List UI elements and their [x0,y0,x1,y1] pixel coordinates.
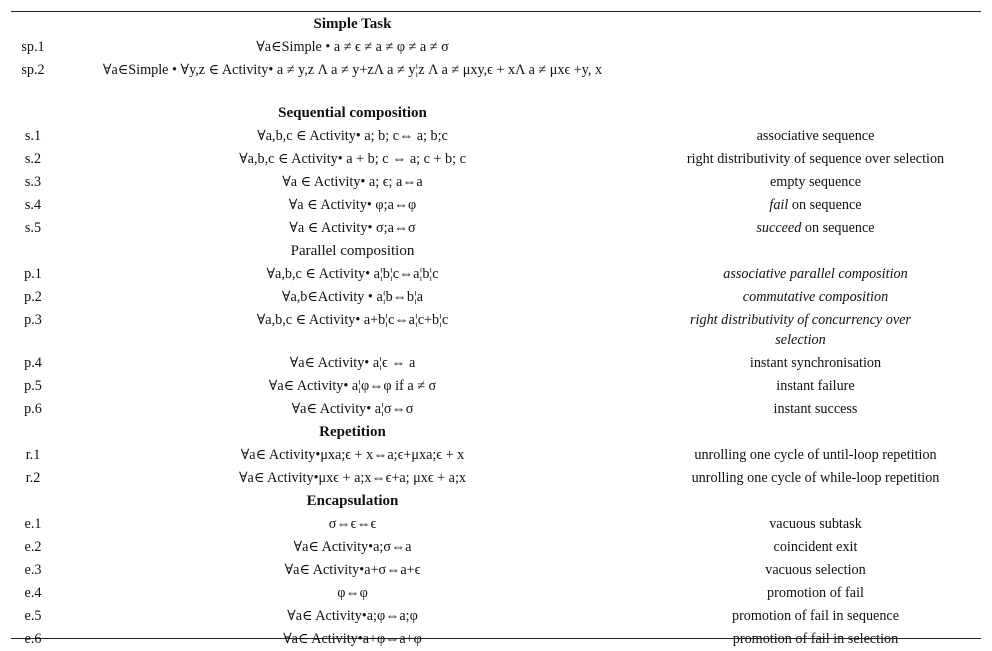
rule-description: vacuous selection [765,562,866,578]
table-row [11,286,981,309]
rule-description: instant failure [776,378,855,394]
rule-id: r.2 [25,470,41,486]
section-header-sequential [11,102,981,125]
rule-formula: ∀a∈ Activity•μxϵ + a;x⇔ϵ+a; μxϵ + a;x [238,470,467,486]
rule-id: sp.2 [21,62,45,78]
rule-formula: ∀a∈ Activity•a+σ⇔a+ϵ [284,562,421,578]
rule-id: p.5 [24,378,42,394]
rule-formula: ∀a∈ Activity•a;φ⇔a;φ [287,608,418,624]
rule-description: vacuous subtask [769,516,862,532]
section-title: Simple Task [313,16,392,32]
axioms-table-grid [11,12,981,651]
section-header-encapsulation [11,490,981,513]
table-row [11,559,981,582]
rule-id: s.5 [24,220,42,236]
rule-formula: ∀a∈ Activity•a+φ⇔a+φ [283,631,422,647]
table-row [11,375,981,398]
rule-description: promotion of fail [767,585,864,601]
rule-formula: ∀a,b,c ∈ Activity• a; b; c⇔ a; b;c [257,128,448,144]
rule-description-rest: on sequence [801,220,875,236]
rule-description [650,194,981,217]
rule-id: e.2 [24,539,42,555]
rule-formula: ∀a∈ Activity• a¦φ⇔φ if a ≠ σ [268,378,437,394]
table-row [11,352,981,375]
rule-description: unrolling one cycle of until-loop repetition [694,447,937,463]
section-header-parallel [11,240,981,263]
rule-id: s.1 [24,128,42,144]
table-row [11,59,981,102]
rule-formula: ∀a,b,c ∈ Activity• a¦b¦c⇔a¦b¦c [266,266,439,282]
rule-formula: φ⇔φ [337,585,368,601]
rule-formula: ∀a∈ Activity• a¦ϵ ⇔ a [289,355,416,371]
rule-description: instant success [773,401,858,417]
rule-description-emphasis: fail [769,197,789,213]
rule-formula: ∀a ∈ Activity• σ;a⇔σ [289,220,416,236]
rule-formula: σ⇔ϵ⇔ϵ [328,516,377,532]
rule-formula: ∀a∈ Activity•a;σ⇔a [293,539,412,555]
rule-id: p.4 [24,355,42,371]
section-title: Sequential composition [278,105,427,121]
rule-id: s.4 [24,197,42,213]
table-row [11,171,981,194]
rule-id: s.2 [24,151,42,167]
rule-formula: ∀a∈ Activity• a¦σ⇔σ [291,401,414,417]
rule-formula: ∀a∈ Activity•μxa;ϵ + x⇔a;ϵ+μxa;ϵ + x [240,447,465,463]
section-header-repetition [11,421,981,444]
table-row [11,536,981,559]
rule-description [650,309,981,352]
rule-description: right distributivity of sequence over selection [686,151,945,167]
rule-description-rest: on sequence [788,197,862,213]
rule-id: s.3 [24,174,42,190]
rule-description-emphasis: commutative composition [742,289,889,305]
table-row [11,217,981,240]
rule-formula: ∀a∈Simple • a ≠ ϵ ≠ a ≠ φ ≠ a ≠ σ [256,39,449,55]
rule-description [650,217,981,240]
section-title: Parallel composition [290,243,415,259]
table-row [11,582,981,605]
rule-id: p.3 [24,312,42,328]
rule-formula: ∀a ∈ Activity• φ;a⇔φ [288,197,417,213]
rule-description [650,59,981,102]
rule-formula: ∀a∈Simple • ∀y,z ∈ Activity• a ≠ y,z Λ a ≠ y+zΛ a ≠ y¦z Λ a ≠ μxy,ϵ + xΛ a ≠ μxϵ +y, x [102,62,603,78]
rule-id: p.1 [24,266,42,282]
rule-description [650,286,981,309]
rule-id: e.4 [24,585,42,601]
table-row [11,194,981,217]
rule-formula: ∀a,b∈Activity • a¦b⇔b¦a [281,289,424,305]
rule-description: instant synchronisation [749,355,882,371]
table-row [11,148,981,171]
table-row [11,309,981,352]
rule-description: promotion of fail in sequence [731,608,900,624]
rule-description-emphasis: associative parallel composition [723,266,908,282]
section-title: Encapsulation [306,493,399,509]
table-row [11,444,981,467]
table-row [11,605,981,628]
rule-id: r.1 [25,447,41,463]
rule-description: coincident exit [773,539,858,555]
rule-description [650,36,981,59]
rule-id: e.1 [24,516,42,532]
rule-formula: ∀a ∈ Activity• a; ϵ; a⇔a [282,174,423,190]
section-title: Repetition [319,424,386,440]
table-row [11,36,981,59]
table-row [11,125,981,148]
rule-id: p.2 [24,289,42,305]
rule-formula: ∀a,b,c ∈ Activity• a+b¦c⇔a¦c+b¦c [256,312,449,328]
rule-description: associative sequence [756,128,875,144]
section-header-simple-task [11,12,981,36]
rule-id: p.6 [24,401,42,417]
table-row [11,398,981,421]
rule-description-emphasis: right distributivity of concurrency over selection [690,312,911,348]
rule-id: sp.1 [21,39,45,55]
rule-description: empty sequence [770,174,861,190]
rule-id: e.3 [24,562,42,578]
rule-formula: ∀a,b,c ∈ Activity• a + b; c ⇔ a; c + b; c [239,151,466,167]
rule-id: e.5 [24,608,42,624]
rule-description: unrolling one cycle of while-loop repetition [691,470,940,486]
table-row [11,467,981,490]
table-row [11,513,981,536]
rule-id: e.6 [24,631,42,647]
table-row [11,263,981,286]
axioms-table [11,11,981,647]
rule-description: promotion of fail in selection [732,631,899,647]
rule-description [650,263,981,286]
rule-description-emphasis: succeed [756,220,802,236]
table-row [11,628,981,651]
